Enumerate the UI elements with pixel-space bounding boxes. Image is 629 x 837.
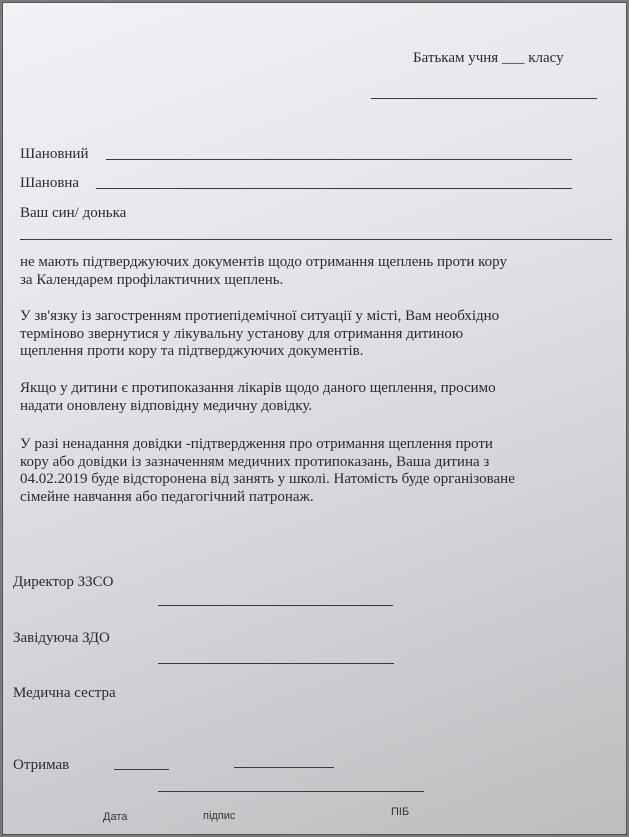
date-caption: Дата xyxy=(103,811,128,823)
paragraph-1 xyxy=(20,254,610,289)
paragraph-2 xyxy=(20,308,610,361)
salutation-female-line xyxy=(96,188,572,189)
child-line xyxy=(20,239,612,240)
paragraph-3-line: надати оновлену відповідну медичну довідку. xyxy=(20,397,313,414)
director-signature-line xyxy=(158,605,393,606)
head-kindergarten-label: Завідуюча ЗДО xyxy=(13,630,110,646)
recipient-underline xyxy=(371,98,597,99)
paragraph-1-line: не мають підтверджуючих документів щодо отримання щеплень проти кору xyxy=(20,254,507,270)
letter-sheet xyxy=(2,2,627,835)
paragraph-4-line: 04.02.2019 буде відсторонена від занять у школі. Натомість буде організоване xyxy=(20,471,515,487)
recipient-line: Батькам учня ___ класу xyxy=(413,50,564,66)
director-label: Директор ЗЗСО xyxy=(13,574,114,590)
paragraph-4-line: сімейне навчання або педагогічний патронаж. xyxy=(20,488,314,505)
paragraph-3 xyxy=(20,380,610,415)
paragraph-2-line: щеплення проти кору та підтверджуючих документів. xyxy=(20,343,364,359)
paragraph-4 xyxy=(20,436,610,506)
paragraph-4-line: кору або довідки із зазначенням медичних протипоказань, Ваша дитина з xyxy=(20,453,490,470)
salutation-male: Шановний xyxy=(20,146,89,162)
paragraph-4-line: У разі ненадання довідки -підтвердження про отримання щеплення проти xyxy=(20,436,493,452)
head-kindergarten-signature-line xyxy=(158,663,394,664)
nurse-label: Медична сестра xyxy=(13,685,116,701)
paragraph-2-line: терміново звернутися у лікувальну установу для отримання дитиною xyxy=(20,325,464,342)
received-date-line xyxy=(114,769,169,770)
salutation-female: Шановна xyxy=(20,175,80,191)
received-label: Отримав xyxy=(13,757,70,773)
received-signature-line xyxy=(234,767,334,768)
name-caption: ПІБ xyxy=(391,806,410,818)
received-name-line xyxy=(158,791,424,792)
paragraph-2-line: У зв'язку із загостренням протиепідемічної ситуації у місті, Вам необхідно xyxy=(20,308,500,324)
signature-caption: підпис xyxy=(203,810,236,822)
salutation-male-line xyxy=(106,159,572,160)
child-label: Ваш син/ донька xyxy=(20,205,127,221)
paragraph-1-line: за Календарем профілактичних щеплень. xyxy=(20,271,284,288)
paragraph-3-line: Якщо у дитини є протипоказання лікарів щодо даного щеплення, просимо xyxy=(20,380,496,396)
